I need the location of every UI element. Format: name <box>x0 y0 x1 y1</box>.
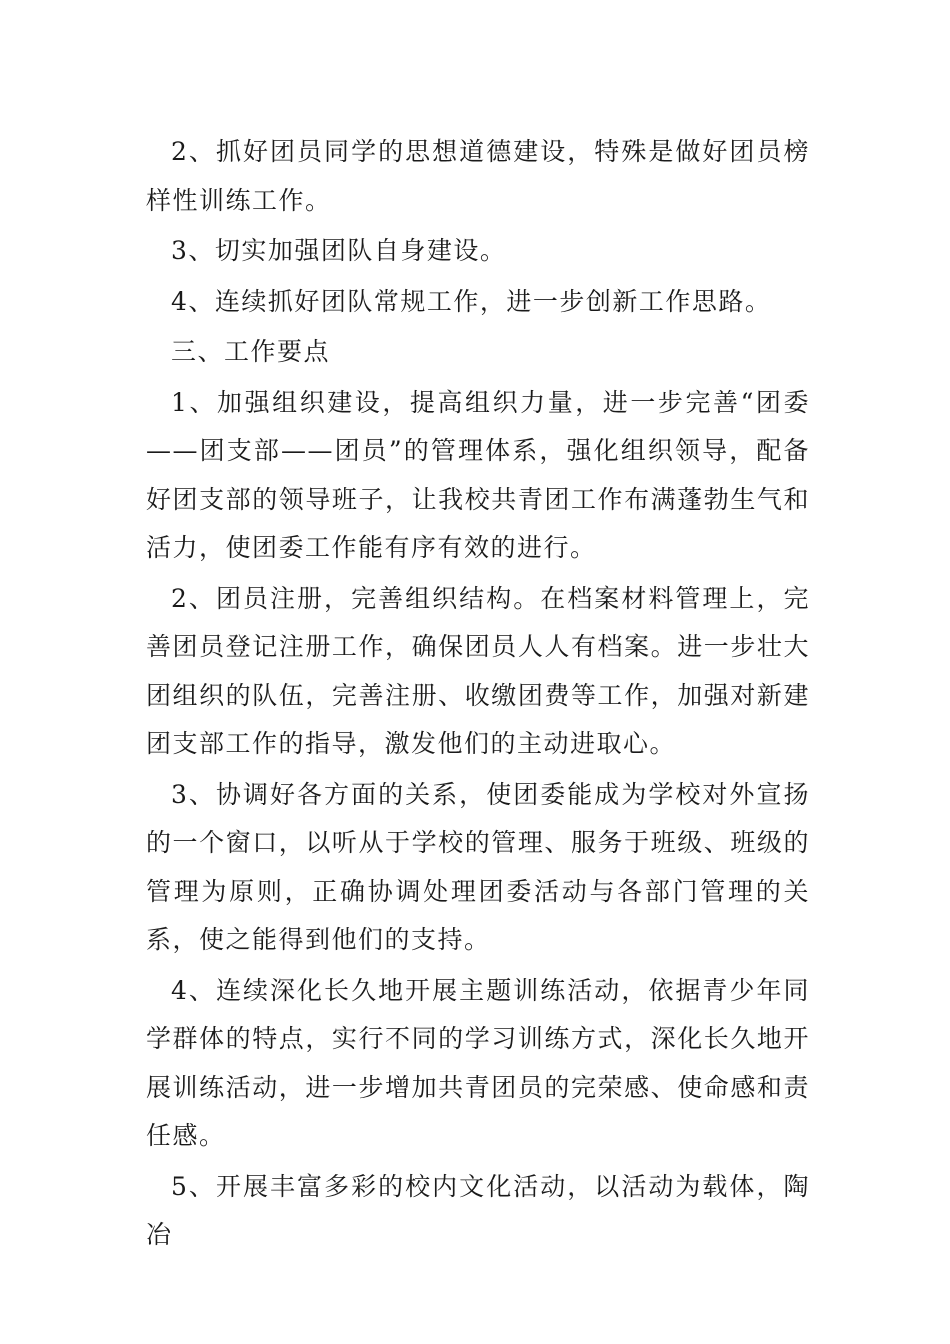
paragraph-item-4-routine-work: 4、连续抓好团队常规工作，进一步创新工作思路。 <box>171 286 772 316</box>
paragraph-point-2-registration: 2、团员注册，完善组织结构。在档案材料管理上，完善团员登记注册工作，确保团员人人有档案。进一步壮大团组织的队伍，完善注册、收缴团费等工作，加强对新建团支部工作的指导，激发他们的主动进取心。 <box>146 583 810 758</box>
paragraph-point-1-organization: 1、加强组织建设，提高组织力量，进一步完善“团委——团支部——团员”的管理体系，强化组织领导，配备好团支部的领导班子，让我校共青团工作布满蓬勃生气和活力，使团委工作能有序有效的进行。 <box>146 387 810 562</box>
paragraph-item-3-self-building: 3、切实加强团队自身建设。 <box>171 236 507 265</box>
paragraph-point-5-culture: 5、开展丰富多彩的校内文化活动，以活动为载体，陶冶 <box>146 1171 810 1249</box>
paragraph-point-4-education: 4、连续深化长久地开展主题训练活动，依据青少年同学群体的特点，实行不同的学习训练方式，深化长久地开展训练活动，进一步增加共青团员的完荣感、使命感和责任感。 <box>146 975 810 1150</box>
section-heading-work-points: 三、工作要点 <box>171 337 331 366</box>
paragraph-item-2-moral: 2、抓好团员同学的思想道德建设，特殊是做好团员榜样性训练工作。 <box>146 137 810 215</box>
paragraph-point-3-coordination: 3、协调好各方面的关系，使团委能成为学校对外宣扬的一个窗口，以听从于学校的管理、服务于班级、班级的管理为原则，正确协调处理团委活动与各部门管理的关系，使之能得到他们的支持。 <box>146 779 810 954</box>
document-body <box>146 128 810 1260</box>
